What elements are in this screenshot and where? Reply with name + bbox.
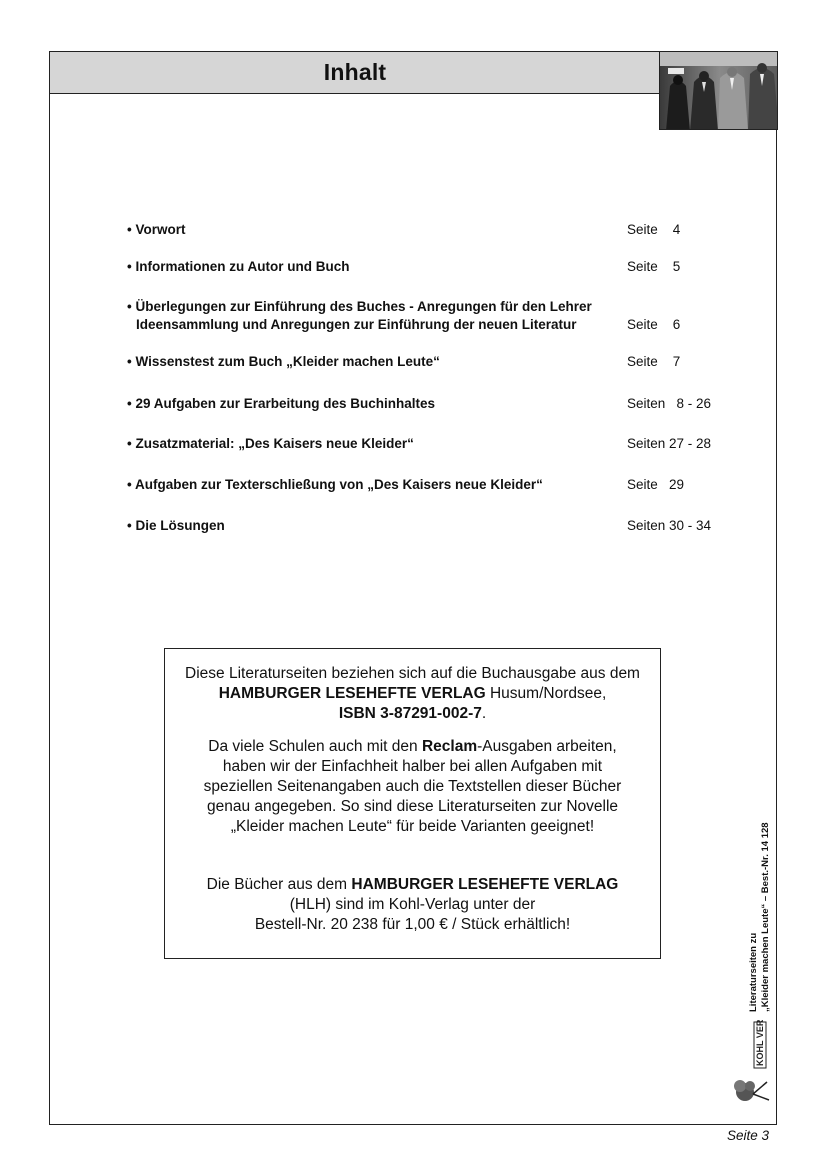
toc-label: • Überlegungen zur Einführung des Buches - Anregungen für den Lehrer [127, 299, 592, 314]
note-paragraph-3 [165, 875, 660, 935]
publisher-name: HAMBURGER LESEHEFTE VERLAG [351, 876, 619, 893]
toc-label: • 29 Aufgaben zur Erarbeitung des Buchinhaltes [127, 396, 436, 411]
note-paragraph-1 [165, 664, 660, 724]
note-text: (HLH) sind im Kohl-Verlag unter der [289, 896, 536, 913]
note-paragraph-2 [165, 737, 660, 837]
toc-page: Seite 5 [627, 259, 681, 274]
title-bar [50, 52, 660, 94]
toc-label: • Wissenstest zum Buch „Kleider machen Leute“ [127, 354, 440, 369]
note-text: Diese Literaturseiten beziehen sich auf die Buchausgabe aus dem [185, 665, 640, 682]
publisher-name: HAMBURGER LESEHEFTE VERLAG [218, 685, 486, 702]
toc-label: • Zusatzmaterial: „Des Kaisers neue Kleider“ [127, 436, 414, 451]
note-text: Husum/Nordsee, [485, 685, 607, 702]
side-imprint-line-1: Literaturseiten zu [748, 932, 759, 1012]
suits-photo [659, 51, 778, 130]
note-text: Die Bücher aus dem [206, 876, 352, 893]
note-text: Da viele Schulen auch mit den [208, 738, 422, 755]
toc-page: Seiten 27 - 28 [627, 436, 712, 451]
toc-label: • Aufgaben zur Texterschließung von „Des Kaisers neue Kleider“ [127, 477, 543, 492]
side-imprint [745, 822, 775, 1013]
isbn: ISBN 3-87291-002-7 [338, 705, 482, 722]
toc-label: • Informationen zu Autor und Buch [127, 259, 350, 274]
note-text: . [481, 705, 487, 722]
page-frame [49, 51, 777, 1125]
toc-page: Seiten 8 - 26 [627, 396, 712, 411]
toc-label: • Die Lösungen [127, 518, 225, 533]
kohl-verlag-logo [733, 1020, 775, 1108]
page-number: Seite 3 [726, 1128, 769, 1143]
page-title: Inhalt [323, 59, 387, 85]
edition-note-box [164, 648, 661, 959]
side-imprint-line-2: „Kleider machen Leute“ – Best.-Nr. 14 128 [760, 822, 771, 1012]
toc-label: • Vorwort [127, 222, 186, 237]
svg-text:KOHL VERLAG: KOHL VERLAG [755, 1020, 765, 1066]
toc-page: Seite 4 [627, 222, 681, 237]
toc-label-continued: Ideensammlung und Anregungen zur Einführung der neuen Literatur [136, 317, 577, 332]
reclam-label: Reclam [421, 738, 478, 755]
toc-page: Seite 29 [627, 477, 685, 492]
order-number-text: Bestell-Nr. 20 238 für 1,00 € / Stück erhältlich! [254, 916, 571, 933]
toc-page: Seite 7 [627, 354, 681, 369]
toc-page: Seiten 30 - 34 [627, 518, 712, 533]
note-text: -Ausgaben arbeiten, haben wir der Einfachheit halber bei allen Aufgaben mit speziellen Seitenangaben auch die Textstellen dieser Bücher genau angegeben. So sind diese Literaturseiten zur Novelle „Kleider machen Leute“ für beide Varianten geeignet! [203, 738, 622, 835]
toc-page: Seite 6 [627, 317, 681, 332]
